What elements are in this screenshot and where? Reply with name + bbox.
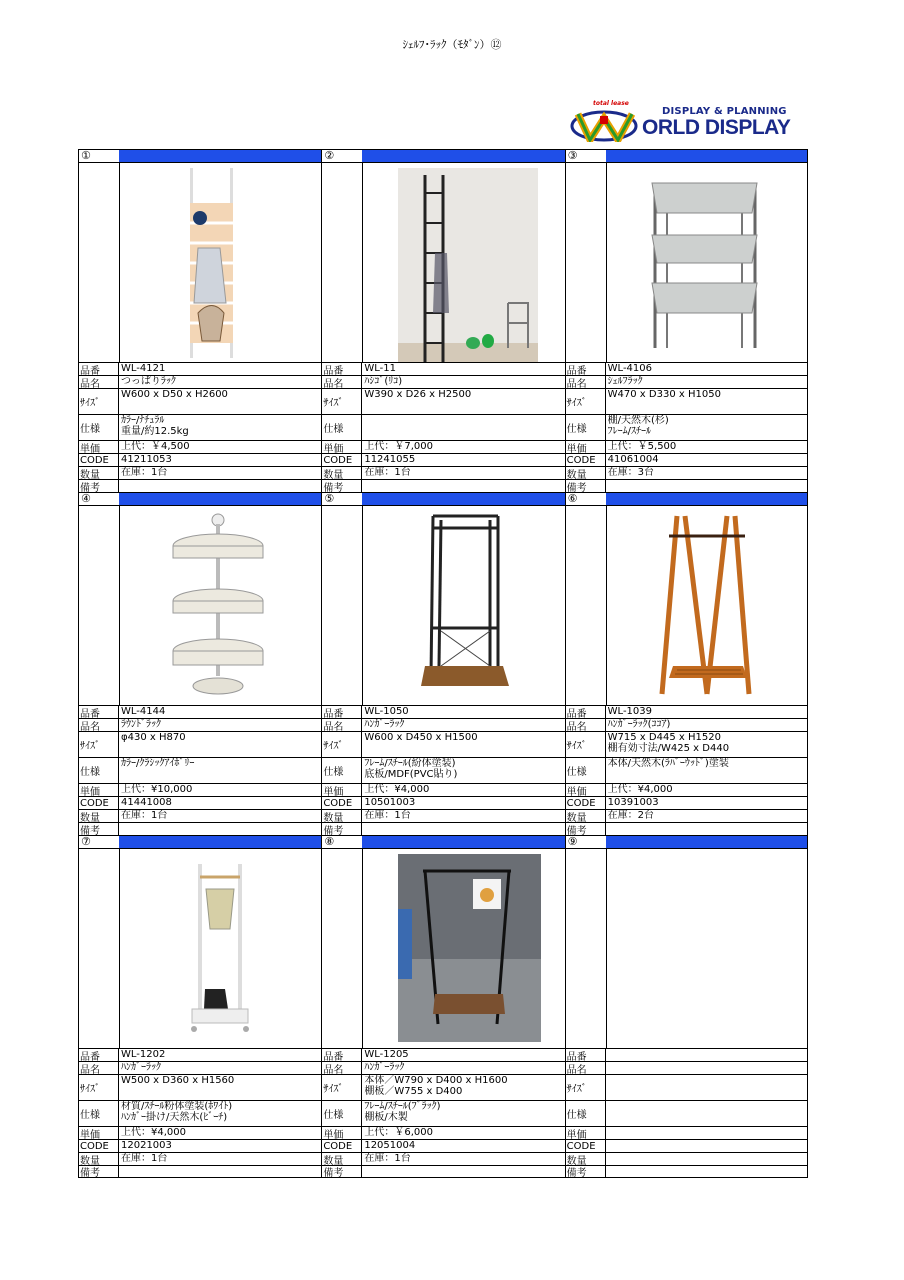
- product-spec: 棚/天然木(杉) ﾌﾚｰﾑ/ｽﾁｰﾙ: [607, 415, 669, 437]
- product-code: WL-1050: [364, 706, 409, 717]
- header-bar: [119, 836, 321, 848]
- product-image: [607, 506, 807, 705]
- field-label: 備考: [322, 1166, 362, 1177]
- product-block-row-1: [78, 149, 808, 492]
- product-name: ﾊﾝｶﾞｰﾗｯｸ(ｺｺｱ): [607, 719, 671, 730]
- product-code: WL-1202: [121, 1049, 166, 1060]
- item-number: ④: [81, 492, 91, 505]
- product-card: [565, 492, 808, 835]
- product-name: ﾊｼｺﾞ(ﾘｺ): [364, 376, 403, 387]
- product-card: [565, 149, 808, 492]
- product-note: [362, 823, 564, 835]
- header-bar: [362, 150, 564, 162]
- product-size: W470 x D330 x H1050: [607, 389, 721, 400]
- product-barcode: 10501003: [364, 797, 416, 808]
- header-bar: [119, 150, 321, 162]
- field-label: 品番: [79, 363, 119, 375]
- field-label: 品番: [566, 1049, 606, 1061]
- product-spec: 材質/ｽﾁｰﾙ粉体塗装(ﾎﾜｲﾄ) ﾊﾝｶﾞｰ掛け/天然木(ﾋﾞｰﾁ): [121, 1101, 233, 1123]
- field-label: 数量: [79, 810, 119, 822]
- product-spec: 本体/天然木(ﾗﾊﾞｰｳｯﾄﾞ)塗装: [607, 758, 729, 769]
- field-label: 品名: [566, 719, 606, 731]
- product-qty: 在庫：1台: [364, 467, 411, 478]
- product-note: [119, 480, 321, 492]
- logo-name: ORLD DISPLAY: [642, 116, 791, 139]
- product-image: [120, 163, 321, 362]
- product-spec: ｶﾗｰ/ｸﾗｼｯｸｱｲﾎﾞﾘｰ: [121, 758, 195, 769]
- field-label: 数量: [322, 467, 362, 479]
- field-label: 備考: [322, 823, 362, 835]
- header-bar: [606, 150, 807, 162]
- header-bar: [606, 493, 807, 505]
- product-barcode: 41061004: [607, 454, 659, 465]
- field-label: 備考: [79, 1166, 119, 1177]
- product-qty: 在庫：1台: [364, 810, 411, 821]
- product-qty: 在庫：1台: [121, 1153, 168, 1164]
- item-number: ③: [567, 149, 578, 162]
- field-label: 数量: [566, 467, 606, 479]
- field-label: 数量: [566, 1153, 606, 1165]
- product-barcode: 41211053: [121, 454, 172, 465]
- product-code: WL-1039: [607, 706, 652, 717]
- product-barcode: 11241055: [364, 454, 416, 465]
- product-qty: 在庫：1台: [121, 467, 168, 478]
- product-note: [119, 823, 321, 835]
- field-label: 備考: [79, 823, 119, 835]
- product-card: [565, 835, 808, 1178]
- product-qty: 在庫：2台: [607, 810, 655, 821]
- field-label: ｻｲｽﾞ: [79, 389, 119, 414]
- product-note: [606, 480, 807, 492]
- field-label: 仕様: [79, 415, 119, 440]
- field-label: 単価: [79, 441, 119, 453]
- product-code: WL-4144: [121, 706, 166, 717]
- product-size: [606, 1075, 807, 1100]
- product-size: W390 x D26 x H2500: [364, 389, 472, 400]
- product-size: W600 x D450 x H1500: [364, 732, 478, 743]
- product-name: ﾗｳﾝﾄﾞﾗｯｸ: [121, 719, 161, 730]
- item-number: ①: [81, 149, 91, 162]
- field-label: 単価: [322, 1127, 362, 1139]
- product-image: [363, 506, 564, 705]
- field-label: 品名: [79, 376, 119, 388]
- product-spec: [606, 1101, 807, 1126]
- field-label: ｻｲｽﾞ: [566, 732, 606, 757]
- field-label: 仕様: [566, 758, 606, 783]
- field-label: 品番: [79, 1049, 119, 1061]
- logo-w-mark-icon: [570, 104, 640, 142]
- logo-subtitle: DISPLAY & PLANNING: [662, 106, 787, 117]
- product-note: [362, 1166, 564, 1177]
- product-qty: 在庫：1台: [364, 1153, 411, 1164]
- field-label: 単価: [79, 1127, 119, 1139]
- product-price: 上代：￥7,000: [364, 441, 433, 452]
- field-label: CODE: [566, 454, 606, 466]
- product-price: [606, 1127, 807, 1139]
- field-label: 備考: [566, 1166, 606, 1177]
- field-label: 備考: [566, 823, 606, 835]
- field-label: 備考: [566, 480, 606, 492]
- product-barcode: [606, 1140, 807, 1152]
- field-label: 品番: [322, 363, 362, 375]
- item-number: ②: [324, 149, 335, 162]
- field-label: 単価: [322, 441, 362, 453]
- field-label: CODE: [79, 1140, 119, 1152]
- product-image: [120, 849, 321, 1048]
- product-spec: ﾌﾚｰﾑ/ｽﾁｰﾙ(ﾌﾞﾗｯｸ) 棚板/木製: [364, 1101, 441, 1123]
- product-spec: ｶﾗｰ/ﾅﾁｭﾗﾙ 重量/約12.5kg: [121, 415, 189, 437]
- product-name: [606, 1062, 807, 1074]
- item-number: ⑤: [324, 492, 335, 505]
- field-label: 品番: [322, 1049, 362, 1061]
- product-barcode: 12051004: [364, 1140, 416, 1151]
- field-label: ｻｲｽﾞ: [79, 1075, 119, 1100]
- field-label: 単価: [79, 784, 119, 796]
- field-label: ｻｲｽﾞ: [566, 1075, 606, 1100]
- product-size: W600 x D50 x H2600: [121, 389, 228, 400]
- product-note: [119, 1166, 321, 1177]
- field-label: ｻｲｽﾞ: [322, 1075, 362, 1100]
- product-note: [606, 823, 807, 835]
- product-code: WL-4121: [121, 363, 166, 374]
- item-number: ⑨: [567, 835, 578, 848]
- product-barcode: 12021003: [121, 1140, 172, 1151]
- item-number: ⑦: [81, 835, 91, 848]
- product-code: WL-11: [364, 363, 396, 374]
- product-card: [321, 492, 564, 835]
- product-price: 上代：¥4,000: [121, 1127, 186, 1138]
- field-label: CODE: [79, 454, 119, 466]
- field-label: 単価: [566, 1127, 606, 1139]
- product-price: 上代：¥4,000: [364, 784, 430, 795]
- field-label: ｻｲｽﾞ: [79, 732, 119, 757]
- product-spec: [362, 415, 564, 440]
- field-label: 数量: [79, 1153, 119, 1165]
- header-bar: [362, 493, 564, 505]
- field-label: 品名: [566, 1062, 606, 1074]
- field-label: 品名: [566, 376, 606, 388]
- item-number: ⑥: [567, 492, 578, 505]
- field-label: 仕様: [322, 1101, 362, 1126]
- product-size: W715 x D445 x H1520 棚有効寸法/W425 x D440: [607, 732, 730, 754]
- field-label: 備考: [322, 480, 362, 492]
- product-name: ﾊﾝｶﾞｰﾗｯｸ: [364, 1062, 405, 1073]
- product-image-empty: [607, 849, 807, 1048]
- field-label: 数量: [322, 1153, 362, 1165]
- product-card: [321, 835, 564, 1178]
- product-image: [363, 849, 564, 1048]
- field-label: ｻｲｽﾞ: [322, 389, 362, 414]
- header-bar: [362, 836, 564, 848]
- field-label: CODE: [79, 797, 119, 809]
- field-label: 品名: [322, 376, 362, 388]
- product-qty: 在庫：3台: [607, 467, 655, 478]
- product-barcode: 41441008: [121, 797, 172, 808]
- product-block-row-3: [78, 835, 808, 1178]
- field-label: 仕様: [322, 758, 362, 783]
- field-label: CODE: [566, 797, 606, 809]
- product-price: 上代：￥6,000: [364, 1127, 433, 1138]
- field-label: CODE: [322, 1140, 362, 1152]
- product-qty: [606, 1153, 807, 1165]
- product-price: 上代：¥4,000: [607, 784, 673, 795]
- product-code: WL-4106: [607, 363, 652, 374]
- product-name: ﾊﾝｶﾞｰﾗｯｸ: [364, 719, 405, 730]
- product-card: [78, 492, 321, 835]
- field-label: 品番: [322, 706, 362, 718]
- field-label: 品名: [322, 1062, 362, 1074]
- field-label: ｻｲｽﾞ: [566, 389, 606, 414]
- product-card: [78, 835, 321, 1178]
- field-label: 数量: [79, 467, 119, 479]
- product-spec: ﾌﾚｰﾑ/ｽﾁｰﾙ(紛体塗装) 底板/MDF(PVC貼り): [364, 758, 458, 780]
- product-price: 上代：￥4,500: [121, 441, 190, 452]
- product-image: [607, 163, 807, 362]
- product-note: [362, 480, 564, 492]
- field-label: 仕様: [79, 1101, 119, 1126]
- field-label: 仕様: [566, 415, 606, 440]
- product-price: 上代：￥5,500: [607, 441, 677, 452]
- field-label: 品番: [566, 706, 606, 718]
- field-label: 品番: [566, 363, 606, 375]
- field-label: 仕様: [322, 415, 362, 440]
- field-label: 仕様: [566, 1101, 606, 1126]
- product-grid: [78, 149, 808, 1178]
- product-card: [321, 149, 564, 492]
- product-block-row-2: [78, 492, 808, 835]
- product-qty: 在庫：1台: [121, 810, 168, 821]
- product-size: 本体／W790 x D400 x H1600 棚板／W755 x D400: [364, 1075, 508, 1097]
- field-label: 品名: [322, 719, 362, 731]
- product-name: ｼｪﾙﾌﾗｯｸ: [607, 376, 643, 387]
- field-label: 仕様: [79, 758, 119, 783]
- field-label: 数量: [322, 810, 362, 822]
- field-label: 単価: [566, 784, 606, 796]
- product-name: つっぱりﾗｯｸ: [121, 376, 176, 387]
- header-bar: [606, 836, 807, 848]
- product-image: [363, 163, 564, 362]
- field-label: 品名: [79, 1062, 119, 1074]
- product-note: [606, 1166, 807, 1177]
- field-label: 備考: [79, 480, 119, 492]
- field-label: CODE: [322, 454, 362, 466]
- field-label: ｻｲｽﾞ: [322, 732, 362, 757]
- product-code: WL-1205: [364, 1049, 409, 1060]
- header-bar: [119, 493, 321, 505]
- product-name: ﾊﾝｶﾞｰﾗｯｸ: [121, 1062, 161, 1073]
- logo-tagline: total lease: [593, 100, 629, 107]
- product-price: 上代：¥10,000: [121, 784, 193, 795]
- product-image: [120, 506, 321, 705]
- product-barcode: 10391003: [607, 797, 659, 808]
- product-card: [78, 149, 321, 492]
- world-display-logo: [570, 100, 795, 142]
- field-label: CODE: [566, 1140, 606, 1152]
- field-label: 品名: [79, 719, 119, 731]
- item-number: ⑧: [324, 835, 335, 848]
- product-code: [606, 1049, 807, 1061]
- field-label: 単価: [322, 784, 362, 796]
- product-size: W500 x D360 x H1560: [121, 1075, 235, 1086]
- page-title: ｼｪﾙﾌ･ﾗｯｸ（ﾓﾀﾞﾝ）⑫: [402, 38, 502, 51]
- field-label: 数量: [566, 810, 606, 822]
- product-size: φ430 x H870: [121, 732, 186, 743]
- field-label: 単価: [566, 441, 606, 453]
- field-label: CODE: [322, 797, 362, 809]
- field-label: 品番: [79, 706, 119, 718]
